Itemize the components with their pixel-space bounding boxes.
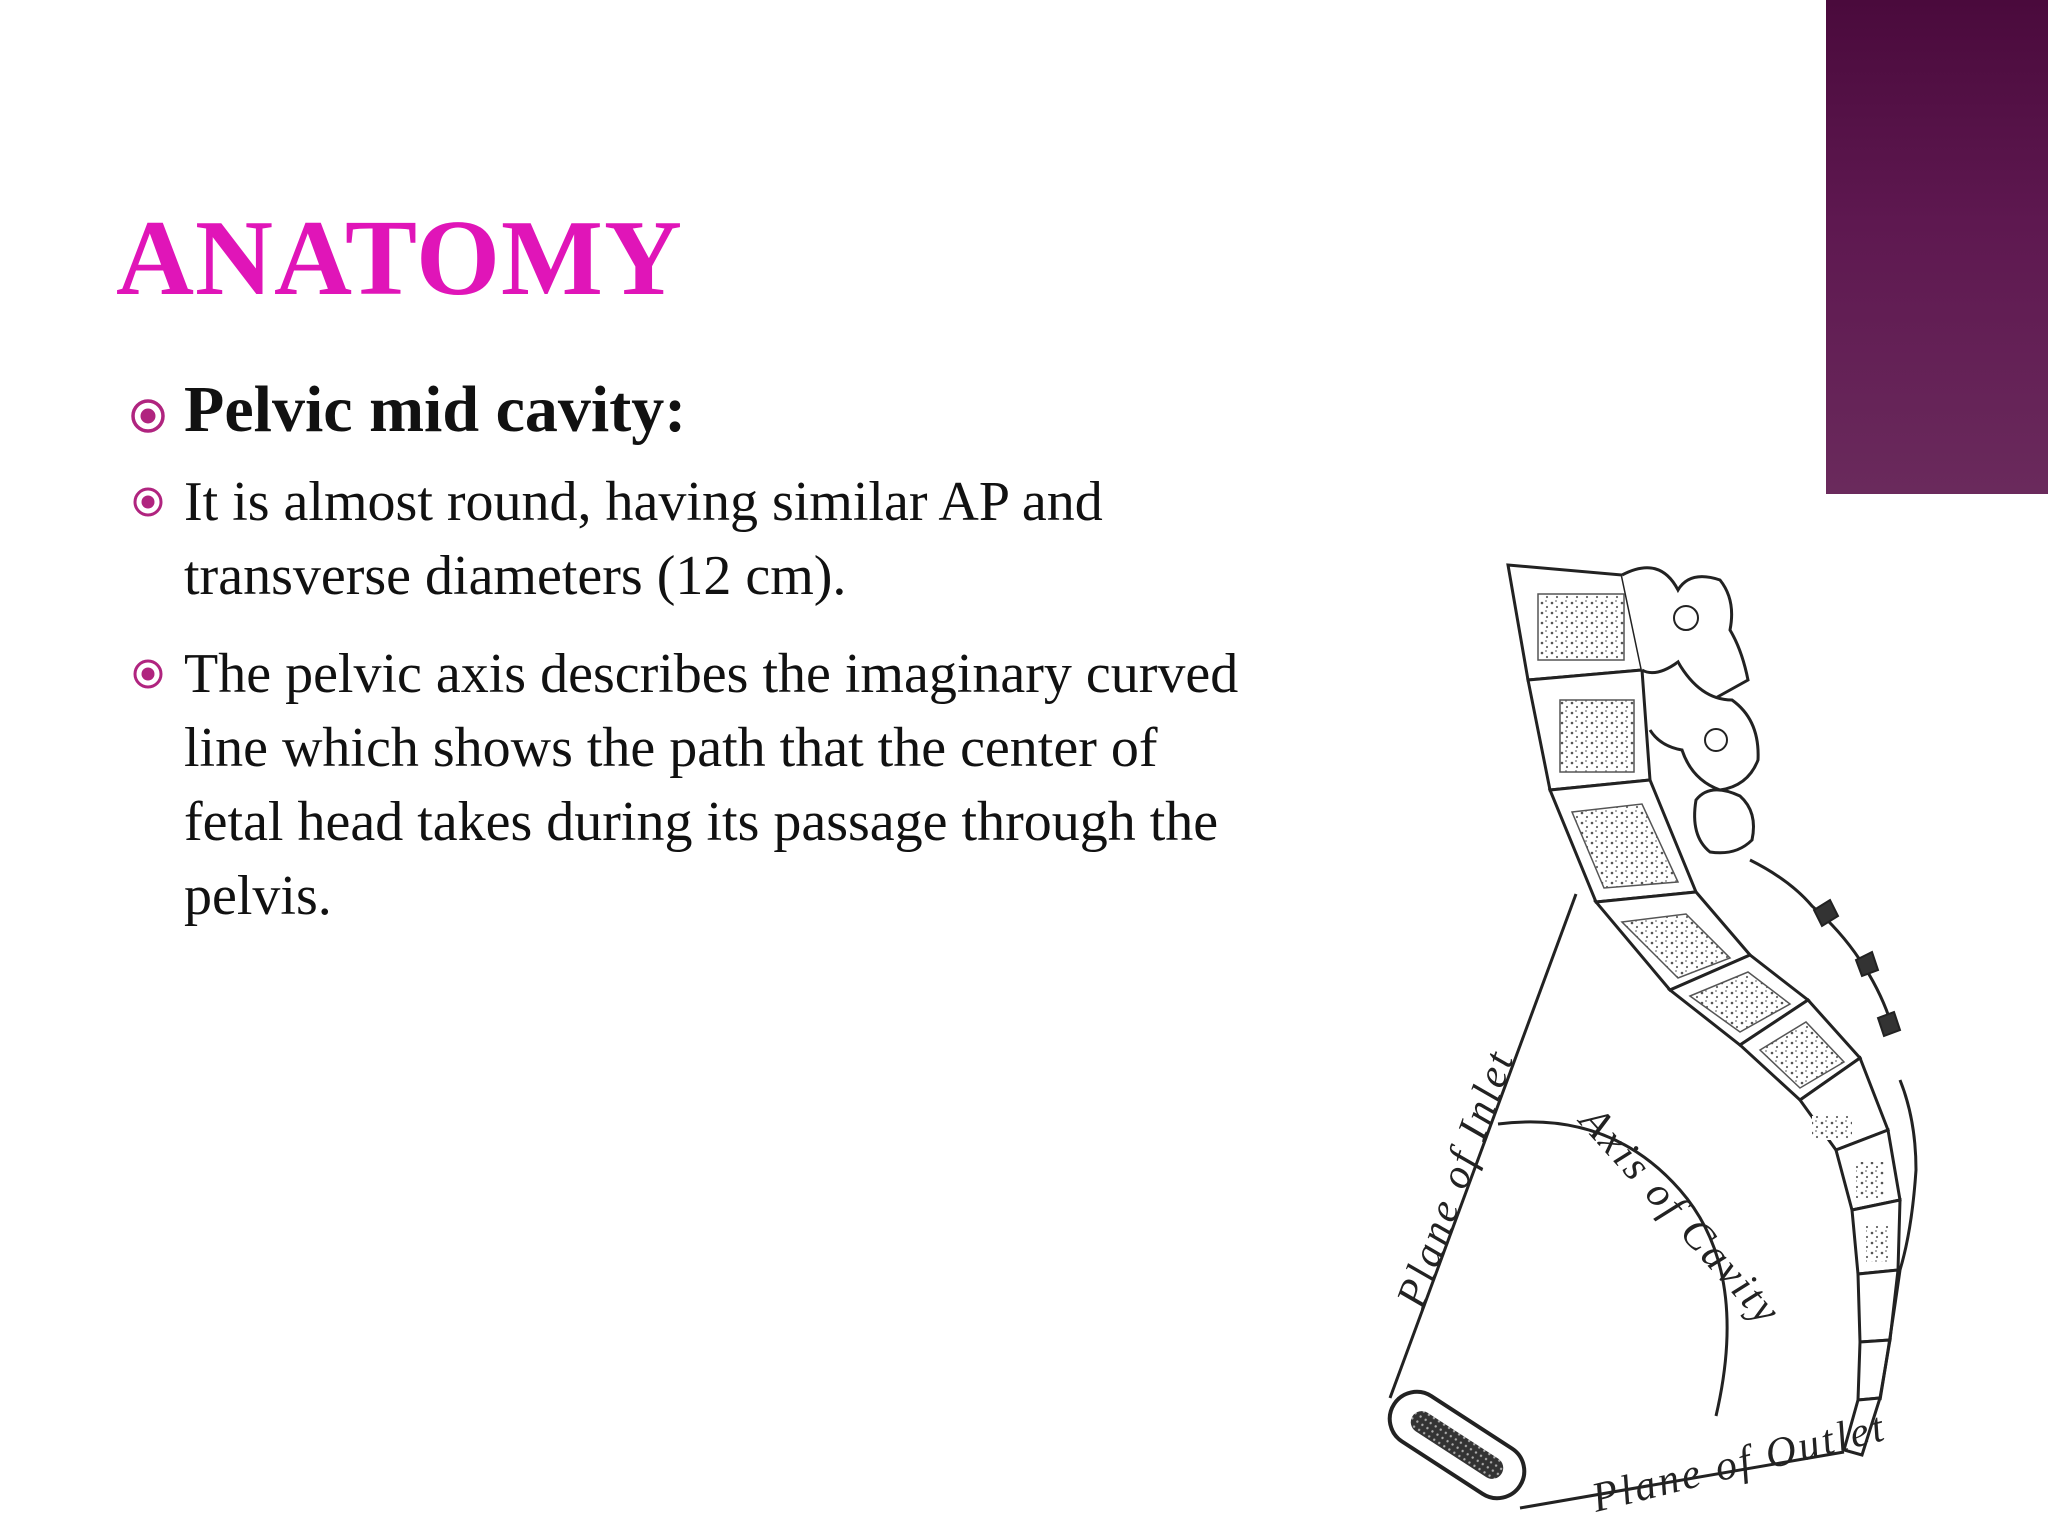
lumbar-vertebra-body <box>1508 565 1642 680</box>
corner-accent-bar <box>1826 0 2048 494</box>
bullet-text: Pelvic mid cavity: <box>184 373 687 446</box>
circled-dot-icon <box>130 484 166 520</box>
coccyx-segments <box>1800 1058 1900 1455</box>
pelvis-diagram-drawing <box>1360 550 2040 1530</box>
plane-of-inlet-label: Plane of Inlet <box>1388 1043 1524 1314</box>
slide-title: ANATOMY <box>116 199 683 318</box>
bullet-text: The pelvic axis describes the imaginary curved line which shows the path that the center of fetal head takes during its passage through the pelvis. <box>184 643 1239 928</box>
sacral-body-2 <box>1550 780 1696 902</box>
bullet-list <box>130 370 1270 957</box>
circled-dot-icon <box>130 398 166 434</box>
bullet-item <box>130 465 1270 613</box>
bullet-item <box>130 637 1270 933</box>
sacral-body-1 <box>1528 670 1650 790</box>
bullet-text: It is almost round, having similar AP and transverse diameters (12 cm). <box>184 471 1103 608</box>
plane-of-outlet-label: Plane of Outlet <box>1587 1404 1892 1522</box>
bullet-item-heading <box>130 370 1270 449</box>
axis-of-cavity-label: Axis of Cavity <box>1570 1097 1791 1336</box>
pubic-symphysis <box>1379 1382 1534 1509</box>
pelvis-diagram <box>1360 550 2040 1530</box>
circled-dot-icon <box>130 656 166 692</box>
